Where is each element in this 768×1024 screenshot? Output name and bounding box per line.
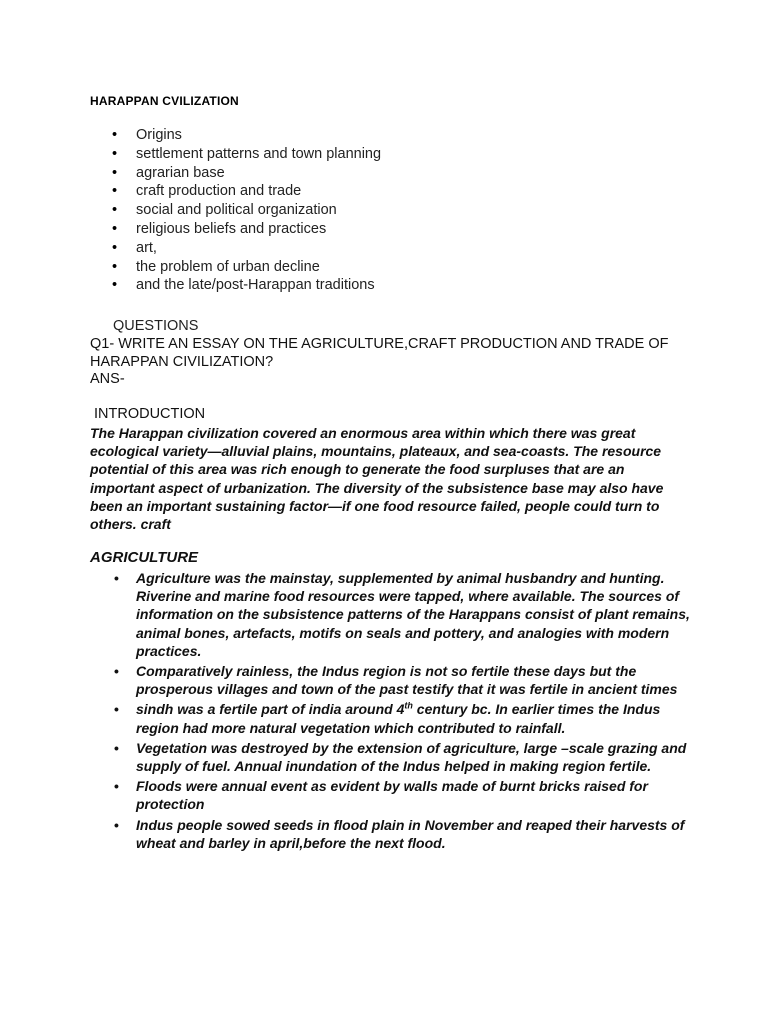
list-item: • art,: [112, 239, 712, 258]
list-item: • craft production and trade: [112, 182, 712, 201]
answer-label: ANS-: [90, 371, 125, 387]
sindh-text-before: sindh was a fertile part of india around 4: [136, 701, 405, 718]
introduction-heading: INTRODUCTION: [94, 406, 206, 422]
sindh-text-after: century bc. In earlier times the Indus region had more natural vegetation which contributed to rainfall.: [136, 701, 661, 736]
question-text: Q1- WRITE AN ESSAY ON THE AGRICULTURE,CRAFT PRODUCTION AND TRADE OF HARAPPAN CIVILIZATION?: [90, 336, 669, 370]
superscript-th: th: [404, 700, 413, 711]
list-item-sindh: [114, 700, 694, 736]
list-item: • Comparatively rainless, the Indus region is not so fertile these days but the prosperous villages and town of the past testify that it was fertile in ancient times: [114, 662, 694, 698]
list-item: • settlement patterns and town planning: [112, 145, 712, 164]
list-item: • Indus people sowed seeds in flood plain in November and reaped their harvests of wheat and barley in april,before the next flood.: [114, 816, 694, 852]
questions-heading: QUESTIONS: [113, 318, 199, 334]
introduction-paragraph: The Harappan civilization covered an enormous area within which there was great ecological variety—alluvial plains, mountains, plateaux, and sea-coasts. The resource potential of this area was rich enough to generate the food surpluses that are an important aspect of urbanization. The diversity of the subsistence base may also have been an important sustaining factor—if one food resource failed, people could turn to others. craft: [90, 425, 664, 533]
list-item: • Origins: [112, 126, 712, 145]
list-item: • Vegetation was destroyed by the extension of agriculture, large –scale grazing and supply of fuel. Annual inundation of the Indus helped in making region fertile.: [114, 739, 694, 775]
list-item: • and the late/post-Harappan traditions: [112, 276, 712, 295]
agriculture-list: [114, 569, 694, 854]
agriculture-heading: AGRICULTURE: [90, 549, 199, 566]
document-title: HARAPPAN CVILIZATION: [90, 94, 239, 108]
list-item: • religious beliefs and practices: [112, 220, 712, 239]
list-item: • social and political organization: [112, 201, 712, 220]
list-item: • the problem of urban decline: [112, 258, 712, 277]
list-item: • agrarian base: [112, 164, 712, 183]
topics-list: [112, 126, 712, 295]
list-item: • Floods were annual event as evident by walls made of burnt bricks raised for protection: [114, 777, 694, 813]
list-item: • Agriculture was the mainstay, supplemented by animal husbandry and hunting. Riverine and marine food resources were tapped, where available. The sources of information on the subsistence patterns of the Harappans consist of plant remains, animal bones, artefacts, motifs on seals and pottery, and analogies with modern practices.: [114, 569, 694, 660]
